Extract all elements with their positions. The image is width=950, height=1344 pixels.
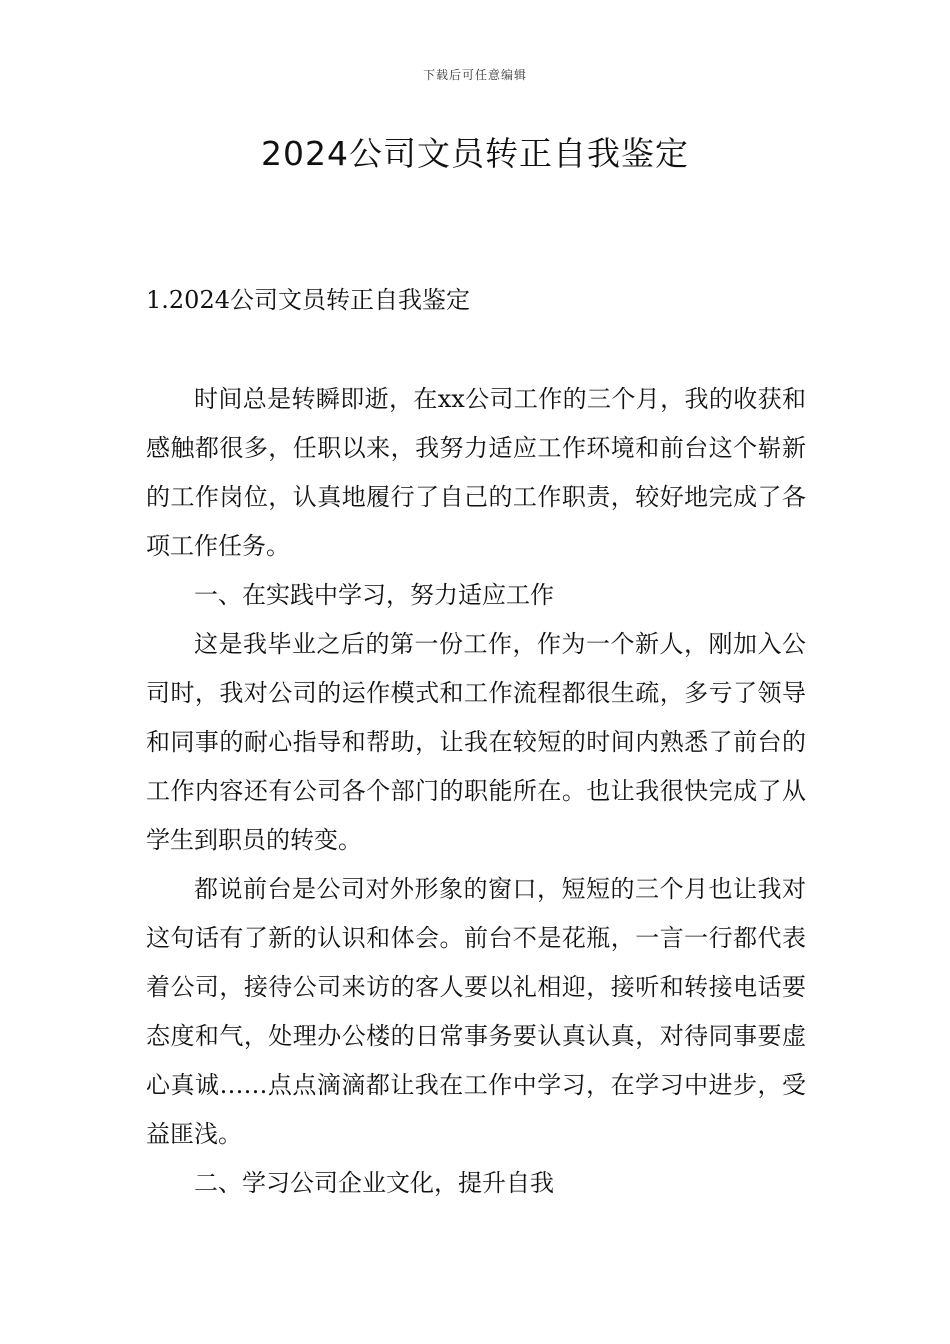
document-title: 2024公司文员转正自我鉴定	[261, 134, 689, 173]
document-body	[146, 375, 806, 1208]
section-heading: 1.2024公司文员转正自我鉴定	[146, 286, 470, 314]
header-note: 下载后可任意编辑	[422, 68, 527, 82]
subheading-practice: 一、在实践中学习，努力适应工作	[194, 581, 554, 609]
subheading-culture: 二、学习公司企业文化，提升自我	[194, 1169, 554, 1197]
paragraph-first-job: 这是我毕业之后的第一份工作，作为一个新人，刚加入公司时，我对公司的运作模式和工作流程都很生疏，多亏了领导和同事的耐心指导和帮助，让我在较短的时间内熟悉了前台的工作内容还有公司各个部门的职能所在。也让我很快完成了从学生到职员的转变。	[146, 630, 806, 854]
paragraph-front-desk: 都说前台是公司对外形象的窗口，短短的三个月也让我对这句话有了新的认识和体会。前台不是花瓶，一言一行都代表着公司，接待公司来访的客人要以礼相迎，接听和转接电话要态度和气，处理办公楼的日常事务要认真认真，对待同事要虚心真诚……点点滴滴都让我在工作中学习，在学习中进步，受益匪浅。	[146, 875, 806, 1148]
paragraph-intro: 时间总是转瞬即逝，在xx公司工作的三个月，我的收获和感触都很多，任职以来，我努力适应工作环境和前台这个崭新的工作岗位，认真地履行了自己的工作职责，较好地完成了各项工作任务。	[146, 385, 806, 560]
